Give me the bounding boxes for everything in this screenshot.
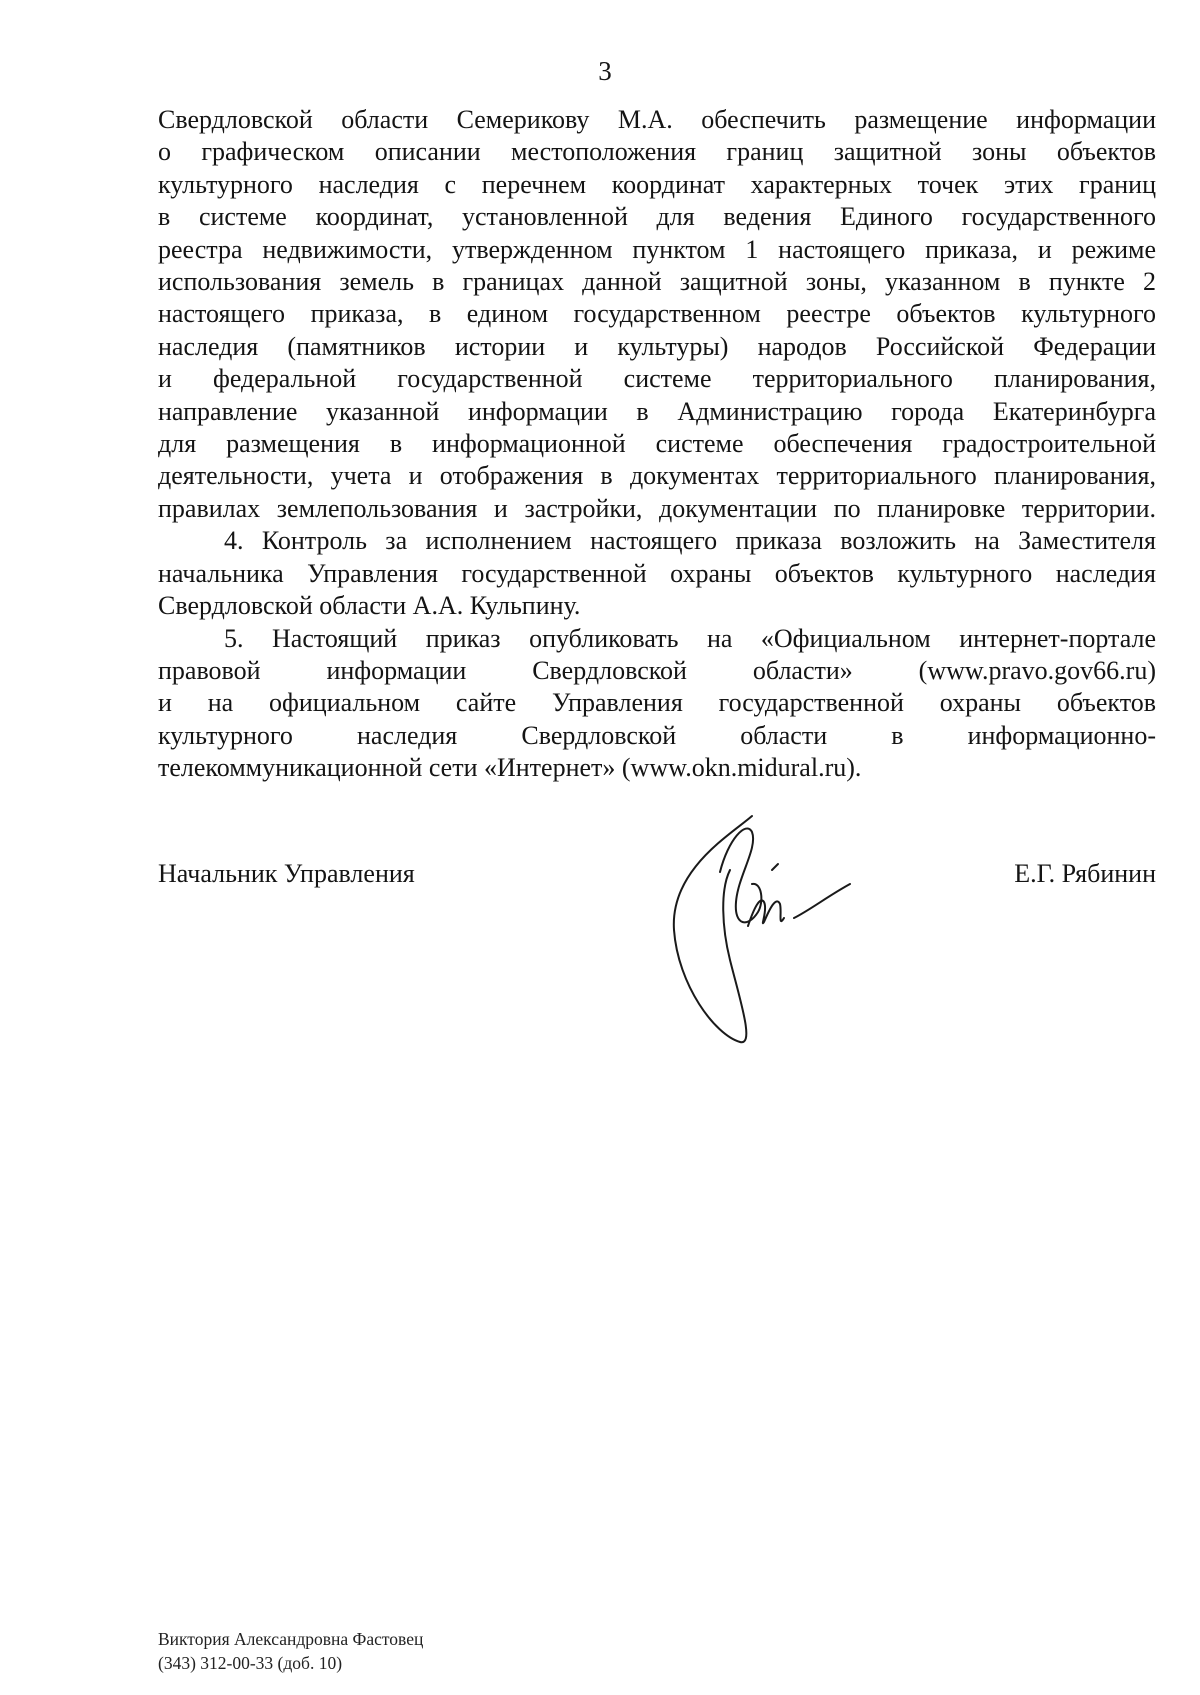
text-line: 4. Контроль за исполнением настоящего приказа возложить на Заместителя: [224, 526, 1156, 556]
paragraph-item-4: [158, 525, 1156, 622]
text-line: правилах землепользования и застройки, документации по планировке территории.: [158, 493, 1156, 523]
signature-loop-stroke: [674, 816, 752, 1042]
text-line: культурного наследия Свердловской области в информационно-: [158, 720, 1156, 750]
executor-name: Виктория Александровна Фастовец: [158, 1629, 424, 1649]
text-line: в системе координат, установленной для ведения Единого государственного: [158, 202, 1156, 232]
signature-m-stroke: [748, 900, 784, 926]
text-line: телекоммуникационной сети «Интернет» (www.okn.midural.ru).: [158, 753, 862, 783]
text-line: направление указанной информации в Администрацию города Екатеринбурга: [158, 396, 1156, 426]
signatory-title: Начальник Управления: [158, 859, 415, 888]
page-number: 3: [598, 56, 612, 86]
text-line: культурного наследия с перечнем координат характерных точек этих границ: [158, 169, 1156, 199]
text-line: Свердловской области Семерикову М.А. обеспечить размещение информации: [158, 105, 1156, 134]
text-line: реестра недвижимости, утвержденном пунктом 1 настоящего приказа, и режиме: [158, 234, 1156, 264]
signature-tail-stroke: [794, 884, 850, 918]
signature-dot-stroke: [772, 864, 778, 870]
handwritten-signature: [660, 810, 880, 1050]
text-line: 5. Настоящий приказ опубликовать на «Официальном интернет-портале: [224, 623, 1156, 653]
text-line: для размещения в информационной системе обеспечения градостроительной: [158, 429, 1156, 459]
paragraph-item-5: [158, 623, 1156, 785]
text-line: начальника Управления государственной охраны объектов культурного наследия: [158, 558, 1156, 588]
signatory-name: Е.Г. Рябинин: [1014, 859, 1156, 888]
text-line: деятельности, учета и отображения в документах территориального планирования,: [158, 461, 1156, 491]
paragraph-continuation: [158, 104, 1156, 525]
document-body: [158, 104, 1156, 785]
text-line: и на официальном сайте Управления государственной охраны объектов: [158, 688, 1156, 718]
text-line: наследия (памятников истории и культуры) народов Российской Федерации: [158, 331, 1156, 361]
text-line: Свердловской области А.А. Кульпину.: [158, 591, 581, 621]
text-line: правовой информации Свердловской области» (www.pravo.gov66.ru): [158, 655, 1156, 685]
text-line: настоящего приказа, в едином государственном реестре объектов культурного: [158, 299, 1156, 329]
text-line: о графическом описании местоположения границ защитной зоны объектов: [158, 137, 1156, 167]
executor-phone: (343) 312-00-33 (доб. 10): [158, 1653, 343, 1673]
text-line: использования земель в границах данной защитной зоны, указанном в пункте 2: [158, 267, 1156, 297]
executor-footer: [158, 1627, 423, 1675]
text-line: и федеральной государственной системе территориального планирования,: [158, 364, 1156, 394]
